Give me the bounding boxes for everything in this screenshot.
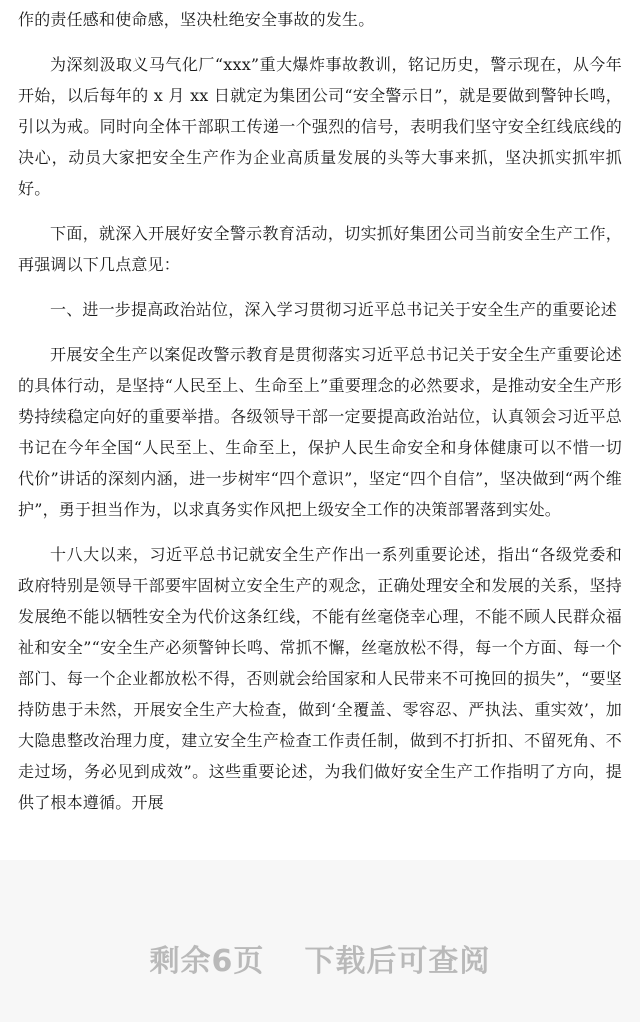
paragraph-2: 为深刻汲取义马气化厂“xxx”重大爆炸事故教训，铭记历史，警示现在，从今年开始，以后每年的 x 月 xx 日就定为集团公司“安全警示日”，就是要做到警钟长鸣，引以为戒。同时向全体干部职工传递一个强烈的信号，表明我们坚守安全红线底线的决心，动员大家把安全生产作为企业高质量发展的头等大事来抓，坚决抓实抓牢抓好。	[18, 55, 622, 198]
paragraph-4: 开展安全生产以案促改警示教育是贯彻落实习近平总书记关于安全生产重要论述的具体行动，是坚持“人民至上、生命至上”重要理念的必然要求，是推动安全生产形势持续稳定向好的重要举措。各级领导干部一定要提高政治站位，认真领会习近平总书记在今年全国“人民至上、生命至上，保护人民生命安全和身体健康可以不惜一切代价”讲话的深刻内涵，进一步树牢“四个意识”，坚定“四个自信”，坚决做到“两个维护”，勇于担当作为，以求真务实作风把上级安全工作的决策部署落到实处。	[18, 345, 622, 519]
section-heading-1: 一、进一步提高政治站位，深入学习贯彻习近平总书记关于安全生产的重要论述	[50, 300, 618, 319]
paragraph-5: 十八大以来，习近平总书记就安全生产作出一系列重要论述，指出“各级党委和政府特别是领导干部要牢固树立安全生产的观念，正确处理安全和发展的关系，坚持发展绝不能以牺牲安全为代价这条红线，不能有丝毫侥幸心理，不能不顾人民群众福祉和安全”“安全生产必须警钟长鸣、常抓不懈，丝毫放松不得，每一个方面、每一个部门、每一个企业都放松不得，否则就会给国家和人民带来不可挽回的损失”，“要坚持防患于未然，开展安全生产大检查，做到‘全覆盖、零容忍、严执法、重实效’，加大隐患整改治理力度，建立安全生产检查工作责任制，做到不打折扣、不留死角、不走过场，务必见到成效”。这些重要论述，为我们做好安全生产工作指明了方向，提供了根本遵循。开展	[18, 545, 622, 812]
document-body	[18, 4, 622, 832]
paragraph-1: 作的责任感和使命感，坚决杜绝安全事故的发生。	[18, 10, 375, 29]
download-to-view-text: 下载后可查阅	[304, 944, 491, 979]
remaining-pages-text: 剩余6页	[149, 944, 265, 979]
download-prompt-banner[interactable]	[0, 936, 640, 980]
paragraph-3: 下面，就深入开展好安全警示教育活动，切实抓好集团公司当前安全生产工作，再强调以下几点意见：	[18, 224, 622, 274]
